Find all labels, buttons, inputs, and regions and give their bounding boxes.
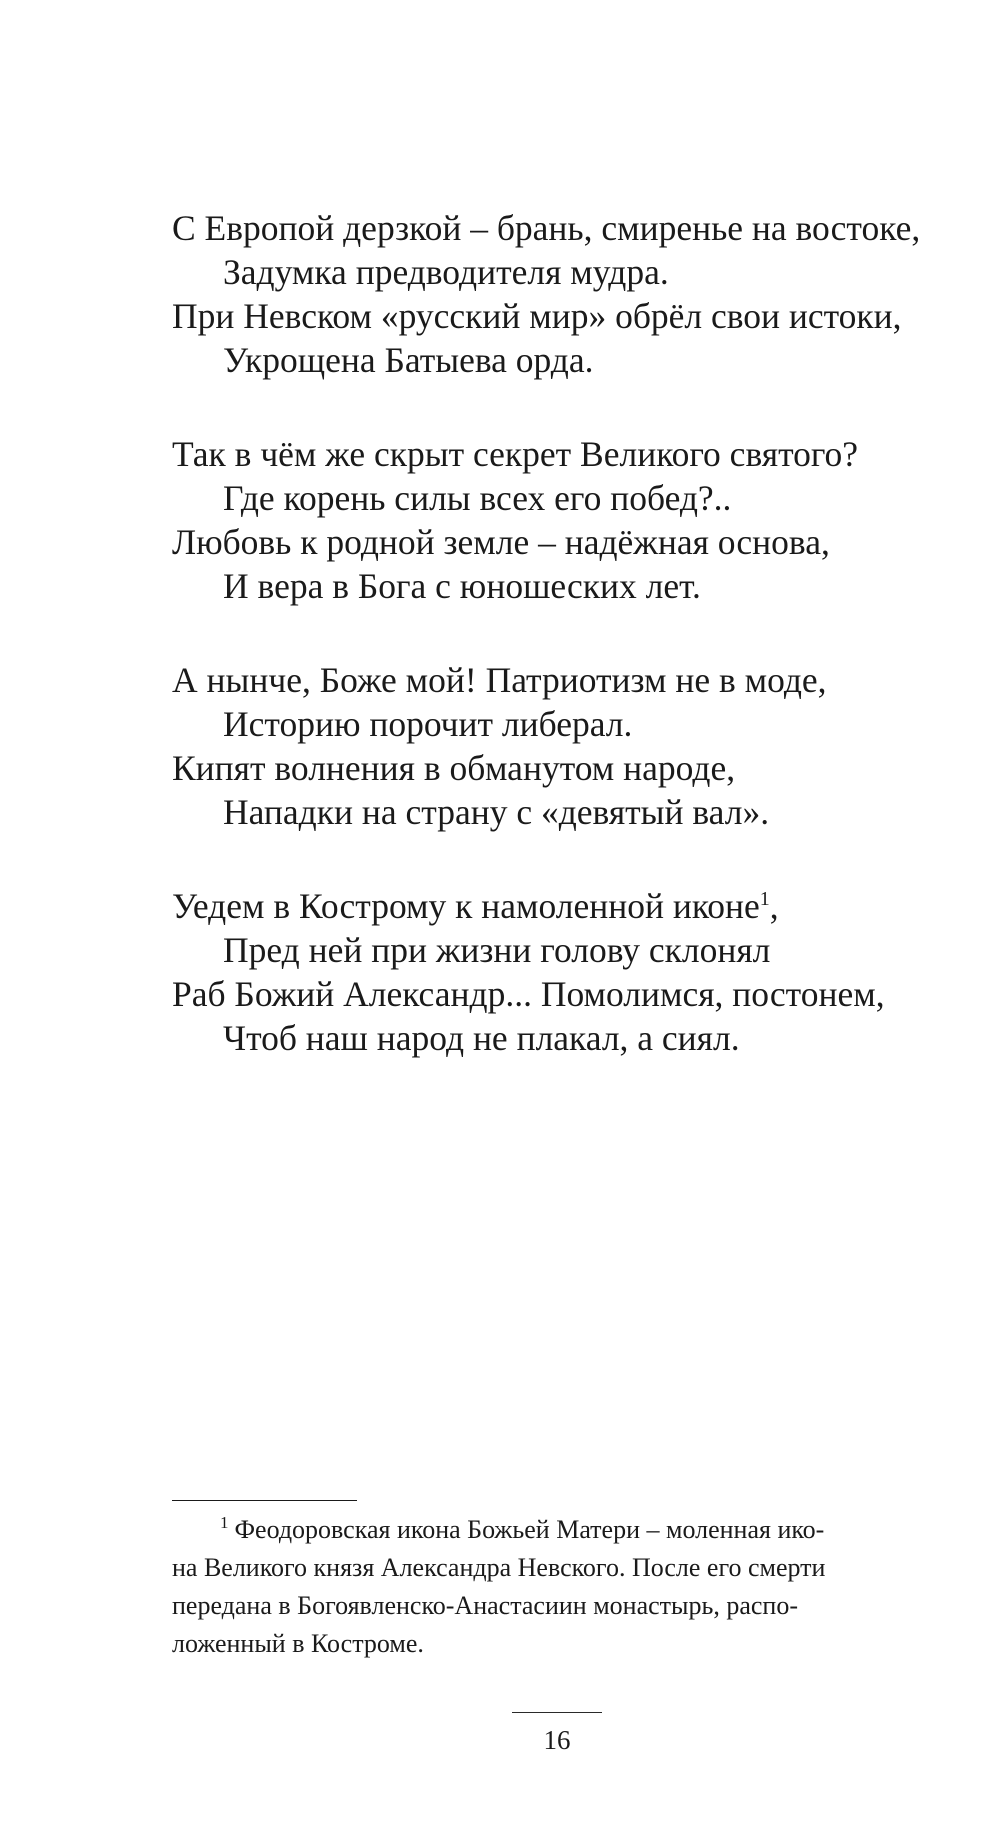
poem-line-punctuation: , [769, 886, 779, 926]
footnote-line: на Великого князя Александра Невского. После его смерти [172, 1553, 826, 1582]
stanza [172, 658, 962, 834]
poem-line: Укрощена Батыева орда. [223, 340, 594, 380]
stanza [172, 884, 962, 1060]
stanza [172, 206, 962, 382]
stanza [172, 432, 962, 608]
poem-line-with-footnote [172, 884, 962, 928]
poem-line: Нападки на страну с «девятый вал». [223, 792, 770, 832]
poem-line: При Невском «русский мир» обрёл свои истоки, [172, 296, 902, 336]
poem-line: Где корень силы всех его побед?.. [223, 478, 732, 518]
poem-line: Задумка предводителя мудра. [223, 252, 669, 292]
footnote-text: Феодоровская икона Божьей Матери – моленная ико- [234, 1515, 825, 1544]
poem-line: С Европой дерзкой – брань, смиренье на востоке, [172, 208, 921, 248]
poem-line: Пред ней при жизни голову склонял [223, 930, 771, 970]
footnote [172, 1511, 932, 1663]
footnote-line [172, 1511, 932, 1549]
poem-line: И вера в Бога с юношеских лет. [223, 566, 701, 606]
poem-line: Кипят волнения в обманутом народе, [172, 748, 736, 788]
poem-line-text: Уедем в Кострому к намоленной иконе [172, 886, 760, 926]
page-number-divider [512, 1712, 602, 1713]
poem-line: А нынче, Боже мой! Патриотизм не в моде, [172, 660, 827, 700]
footnote-mark: 1 [220, 1513, 229, 1533]
footnote-reference[interactable]: 1 [759, 888, 770, 911]
poem-line: Любовь к родной земле – надёжная основа, [172, 522, 830, 562]
footnote-line: передана в Богоявленско-Анастасиин монастырь, распо- [172, 1591, 798, 1620]
poem-line: Чтоб наш народ не плакал, а сиял. [223, 1018, 740, 1058]
footnote-line: ложенный в Костроме. [172, 1629, 424, 1658]
footnote-divider [172, 1500, 357, 1501]
poem-line: Раб Божий Александр... Помолимся, постонем, [172, 974, 885, 1014]
poem [172, 206, 962, 1110]
poem-line: Так в чём же скрыт секрет Великого святого? [172, 434, 859, 474]
page-number: 16 [543, 1725, 571, 1755]
poem-line: Историю порочит либерал. [223, 704, 633, 744]
